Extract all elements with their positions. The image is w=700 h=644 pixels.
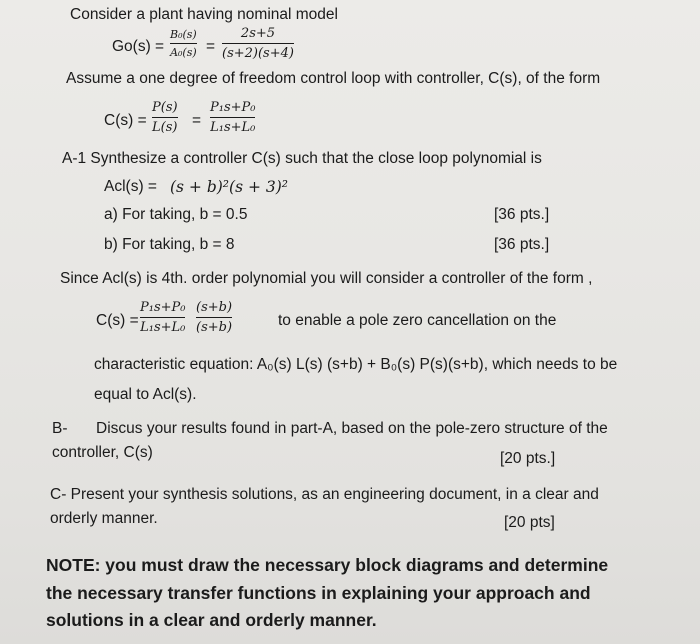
controller2-fraction-2 <box>196 300 232 335</box>
part-b-line2: controller, C(s) <box>52 444 153 461</box>
controller-denominator-1: L(s) <box>152 120 178 135</box>
controller2-lhs: C(s) = <box>96 312 139 329</box>
since-text: Since Acl(s) is 4th. order polynomial you will consider a controller of the form , <box>60 270 593 287</box>
controller2-numerator-2: (s+b) <box>196 300 233 315</box>
intro-text: Consider a plant having nominal model <box>70 6 338 23</box>
item-a: a) For taking, b = 0.5 <box>104 206 248 223</box>
closed-loop-poly-lhs: Acl(s) = <box>104 178 157 195</box>
controller-numerator-1: P(s) <box>152 100 178 115</box>
note-line1: NOTE: you must draw the necessary block diagrams and determine <box>46 555 609 575</box>
controller-fraction-2 <box>210 100 255 135</box>
controller-numerator-2: P₁s+P₀ <box>210 100 256 115</box>
controller2-tail: to enable a pole zero cancellation on the <box>278 312 557 329</box>
plant-fraction-1 <box>170 28 197 59</box>
controller2-fraction-1 <box>140 300 185 335</box>
plant-numerator-1: B₀(s) <box>170 28 197 41</box>
plant-fraction-2 <box>222 26 294 61</box>
plant-numerator-2: 2s+5 <box>240 26 276 41</box>
part-c-points: [20 pts] <box>504 514 555 531</box>
controller-equals: = <box>192 112 202 129</box>
closed-loop-poly-rhs: (s + b)²(s + 3)² <box>170 178 288 196</box>
controller-lhs: C(s) = <box>104 112 147 129</box>
plant-denominator-1: A₀(s) <box>170 46 197 59</box>
controller2-denominator-2: (s+b) <box>196 320 233 335</box>
controller-fraction-1 <box>152 100 178 135</box>
part-b-line1: Discus your results found in part-A, based on the pole-zero structure of the <box>96 420 608 437</box>
controller2-numerator-1: P₁s+P₀ <box>140 300 186 315</box>
part-b-label: B- <box>52 420 68 437</box>
part-c-line1: C- Present your synthesis solutions, as an engineering document, in a clear and <box>50 486 599 503</box>
plant-equals: = <box>206 38 216 55</box>
controller-denominator-2: L₁s+L₀ <box>210 120 256 135</box>
note-line2: the necessary transfer functions in explaining your approach and <box>46 583 591 603</box>
plant-lhs: Go(s) = <box>112 38 165 55</box>
characteristic-equation: characteristic equation: A₀(s) L(s) (s+b) + B₀(s) P(s)(s+b), which needs to be <box>94 356 618 373</box>
equal-to-acl: equal to Acl(s). <box>94 386 197 403</box>
plant-denominator-2: (s+2)(s+4) <box>222 46 294 61</box>
item-b-points: [36 pts.] <box>494 236 550 253</box>
part-c-line2: orderly manner. <box>50 510 158 527</box>
note-line3: solutions in a clear and orderly manner. <box>46 610 377 630</box>
item-a-points: [36 pts.] <box>494 206 550 223</box>
a1-text: A-1 Synthesize a controller C(s) such that the close loop polynomial is <box>62 150 542 167</box>
controller2-denominator-1: L₁s+L₀ <box>140 320 186 335</box>
part-b-points: [20 pts.] <box>500 450 556 467</box>
assume-text: Assume a one degree of freedom control loop with controller, C(s), of the form <box>66 70 601 87</box>
item-b: b) For taking, b = 8 <box>104 236 235 253</box>
